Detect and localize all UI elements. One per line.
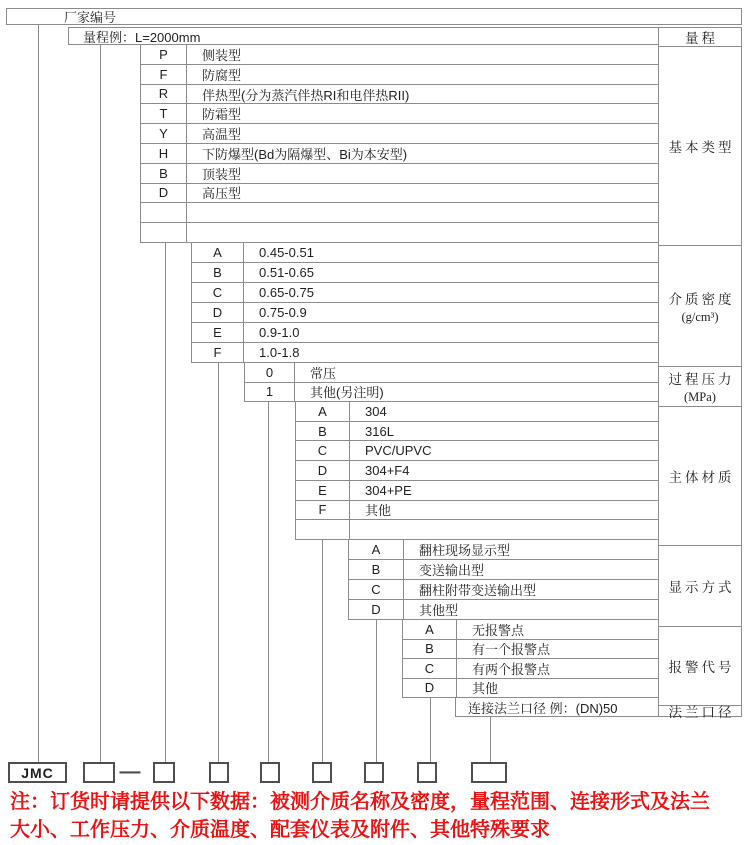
code-box: [417, 762, 437, 783]
option-code-cell: [296, 422, 350, 441]
order-note: [10, 788, 746, 844]
option-desc: [187, 45, 658, 64]
option-code: 0: [265, 364, 274, 380]
option-desc: [295, 363, 658, 382]
option-row: [141, 144, 658, 164]
section-label: 报警代号: [668, 660, 735, 675]
section-label: 主体材质: [668, 470, 735, 485]
option-code-cell: [141, 104, 187, 123]
option-desc-text: 连接法兰口径 例：(DN)50: [468, 700, 618, 716]
option-row: [296, 501, 658, 521]
option-desc: [187, 223, 658, 242]
selection-section-alarm-code: [402, 620, 658, 698]
option-desc: [350, 422, 658, 441]
option-desc: [244, 283, 658, 302]
option-row: [296, 461, 658, 481]
option-code-cell: [349, 580, 404, 599]
section-label-cell: [659, 546, 741, 627]
section-label-cell: [659, 407, 741, 546]
option-code: C: [424, 660, 435, 676]
option-code: E: [213, 325, 222, 340]
option-code: C: [212, 285, 223, 300]
section-label: 显示方式: [668, 580, 735, 595]
connector-line: [376, 620, 377, 762]
option-desc: [244, 303, 658, 322]
option-code: F: [318, 502, 327, 518]
section-unit: (g/cm³): [681, 309, 719, 324]
section-labels-column: [658, 27, 742, 720]
option-row: [141, 85, 658, 105]
option-desc-text: 变送输出型: [419, 563, 485, 578]
option-code-cell: [403, 640, 457, 659]
option-row: [141, 184, 658, 204]
option-desc-text: PVC/UPVC: [365, 443, 432, 459]
option-code: B: [213, 265, 222, 280]
option-desc: [350, 520, 658, 539]
connector-line: [38, 25, 39, 762]
order-note-line1: 注：订货时请提供以下数据：被测介质名称及密度，量程范围、连接形式及法兰: [10, 791, 710, 813]
option-code-cell: [296, 402, 350, 421]
option-code-cell: [192, 303, 244, 322]
section-label: 法兰口径: [668, 705, 735, 720]
option-desc-text: 有一个报警点: [472, 642, 551, 658]
option-desc: [457, 640, 658, 659]
option-row: [403, 640, 658, 660]
option-desc-text: 翻柱附带变送输出型: [419, 583, 537, 598]
selection-section-body-material: [295, 402, 658, 540]
selection-section-flange-size: [455, 698, 658, 717]
option-code-cell: [349, 540, 404, 559]
range-example-text: 量程例：L=2000mm: [83, 29, 201, 45]
section-label-cell: [659, 47, 741, 246]
option-code-cell: [141, 144, 187, 163]
option-row: [192, 323, 658, 343]
option-row: [349, 560, 658, 580]
option-row: [141, 124, 658, 144]
option-code-cell: [296, 481, 350, 500]
option-desc-text: 0.65-0.75: [259, 285, 314, 300]
option-code-cell: [296, 520, 350, 539]
section-label: 过程压力: [668, 372, 735, 387]
option-desc: [187, 104, 658, 123]
option-code: Y: [159, 126, 168, 142]
option-desc-text: 无报警点: [472, 622, 525, 638]
option-code-cell: [192, 343, 244, 362]
option-row: [456, 698, 658, 716]
option-desc: [404, 540, 658, 559]
option-desc-text: 翻柱现场显示型: [419, 543, 511, 558]
option-desc: [404, 580, 658, 599]
section-label: 介质密度: [668, 291, 735, 307]
selection-section-medium-density: [191, 243, 658, 363]
section-label-cell: [659, 627, 741, 706]
section-label-cell: [659, 367, 741, 407]
option-code-cell: [141, 203, 187, 222]
option-desc-text: 1.0-1.8: [259, 345, 300, 360]
option-desc-text: 304+F4: [365, 463, 410, 479]
option-code-cell: [141, 223, 187, 242]
option-code: F: [213, 345, 222, 360]
manufacturer-number-label: 厂家编号: [64, 10, 117, 25]
option-desc: [350, 481, 658, 500]
option-row: [192, 303, 658, 323]
option-row: [245, 363, 658, 383]
option-code: C: [371, 582, 381, 597]
section-unit: (MPa): [684, 390, 716, 404]
option-row: [141, 203, 658, 223]
manufacturer-number-row: [6, 8, 742, 25]
option-row: [245, 383, 658, 402]
option-row: [141, 104, 658, 124]
code-box: [153, 762, 175, 783]
option-code-cell: [192, 263, 244, 282]
option-desc-text: 防霜型: [202, 107, 242, 123]
option-desc-text: 高温型: [202, 127, 242, 143]
option-desc: [187, 184, 658, 203]
option-desc: [350, 501, 658, 520]
option-desc-text: 0.51-0.65: [259, 265, 314, 280]
option-row: [141, 45, 658, 65]
connector-line: [100, 45, 101, 762]
option-row: [403, 620, 658, 640]
code-box: [209, 762, 229, 783]
option-code-cell: [192, 323, 244, 342]
option-desc: [295, 383, 658, 402]
option-desc-text: 有两个报警点: [472, 661, 551, 677]
option-code-cell: [141, 124, 187, 143]
option-code: E: [318, 482, 327, 498]
dash-separator: —: [119, 759, 141, 783]
option-desc: [187, 65, 658, 84]
section-label-cell: [659, 705, 741, 720]
option-desc-text: 304+PE: [365, 482, 412, 498]
option-row: [296, 422, 658, 442]
option-desc-text: 其他型: [419, 603, 459, 618]
option-code: T: [159, 106, 168, 122]
option-code: D: [371, 602, 381, 617]
option-code-cell: [349, 560, 404, 579]
option-code-cell: [141, 184, 187, 203]
option-desc-text: 下防爆型(Bd为隔爆型、Bi为本安型): [202, 146, 408, 162]
option-code: A: [318, 403, 327, 419]
option-code-cell: [245, 363, 295, 382]
option-desc: [187, 124, 658, 143]
option-row: [403, 659, 658, 679]
option-row: [296, 441, 658, 461]
connector-line: [165, 243, 166, 762]
option-desc: [244, 263, 658, 282]
option-desc: [244, 323, 658, 342]
option-code-cell: [192, 243, 244, 262]
option-desc-text: 侧装型: [202, 47, 242, 63]
option-code-cell: [141, 85, 187, 104]
option-desc-text: 0.75-0.9: [259, 305, 307, 320]
option-row: [192, 283, 658, 303]
connector-line: [268, 402, 269, 762]
code-box: [260, 762, 280, 783]
connector-line: [322, 540, 323, 762]
option-row: [192, 343, 658, 362]
option-desc-text: 0.45-0.51: [259, 245, 314, 260]
model-code: JMC: [21, 764, 54, 781]
option-desc: [350, 461, 658, 480]
option-row: [296, 520, 658, 539]
connector-line: [490, 717, 491, 762]
option-row: [141, 223, 658, 242]
option-code-cell: [141, 45, 187, 64]
option-code: D: [212, 305, 223, 320]
option-code-cell: [403, 659, 457, 678]
option-code-cell: [296, 441, 350, 460]
option-code: H: [158, 145, 169, 161]
option-code-cell: [296, 461, 350, 480]
option-desc: [456, 698, 658, 716]
option-code: B: [318, 423, 327, 439]
option-code: 1: [265, 384, 274, 400]
section-label-cell: [659, 246, 741, 367]
option-row: [349, 600, 658, 619]
option-code: C: [317, 443, 328, 459]
option-row: [349, 540, 658, 560]
option-code: A: [213, 245, 222, 260]
option-desc: [350, 402, 658, 421]
option-desc-text: 顶装型: [202, 166, 242, 182]
option-desc-text: 其他: [472, 681, 499, 697]
option-desc-text: 伴热型(分为蒸汽伴热RI和电伴热RII): [202, 87, 410, 103]
option-desc: [244, 343, 658, 362]
option-row: [141, 65, 658, 85]
connector-line: [218, 363, 219, 762]
option-code: A: [425, 621, 434, 637]
section-label: 量程: [685, 31, 718, 46]
option-row: [296, 481, 658, 501]
option-code-cell: [141, 164, 187, 183]
section-label-cell: [659, 28, 741, 47]
code-box: [364, 762, 384, 783]
option-code: P: [159, 46, 168, 62]
option-desc: [244, 243, 658, 262]
option-code: B: [425, 641, 434, 657]
option-code: F: [159, 66, 168, 82]
order-note-line2: 大小、工作压力、介质温度、配套仪表及附件、其他特殊要求: [10, 819, 550, 841]
option-row: [192, 263, 658, 283]
option-row: [296, 402, 658, 422]
selection-section-display-mode: [348, 540, 658, 620]
option-desc: [457, 659, 658, 678]
option-code: D: [317, 463, 328, 479]
option-desc: [457, 620, 658, 639]
option-desc-text: 其他: [365, 503, 392, 519]
option-desc-text: 防腐型: [202, 67, 242, 83]
option-code-cell: [192, 283, 244, 302]
option-code: R: [158, 86, 169, 102]
option-code-cell: [349, 600, 404, 619]
option-desc: [187, 164, 658, 183]
code-box: [471, 762, 507, 783]
option-row: [349, 580, 658, 600]
option-code: D: [424, 680, 435, 696]
option-desc-text: 0.9-1.0: [259, 325, 300, 340]
selection-section-process-pressure: [244, 363, 658, 402]
option-desc-text: 316L: [365, 423, 394, 439]
option-code-cell: [403, 620, 457, 639]
option-desc: [350, 441, 658, 460]
option-desc: [187, 85, 658, 104]
option-desc: [404, 560, 658, 579]
option-desc-text: 常压: [310, 365, 337, 381]
option-code: B: [371, 562, 381, 577]
option-desc: [404, 600, 658, 619]
option-code-cell: [141, 65, 187, 84]
option-code: A: [371, 542, 381, 557]
range-example-row: [68, 27, 658, 45]
code-box: [312, 762, 332, 783]
option-row: [403, 679, 658, 698]
option-row: [141, 164, 658, 184]
option-code-cell: [403, 679, 457, 698]
code-box: [83, 762, 115, 783]
model-box: [8, 762, 67, 783]
option-row: [192, 243, 658, 263]
connector-line: [430, 698, 431, 762]
option-desc-text: 304: [365, 403, 387, 419]
option-code: D: [158, 185, 169, 201]
option-desc: [457, 679, 658, 698]
option-desc: [187, 144, 658, 163]
option-desc-text: 高压型: [202, 186, 242, 202]
selection-section-basic-type: [140, 45, 658, 243]
option-code-cell: [245, 383, 295, 402]
option-code-cell: [296, 501, 350, 520]
section-label: 基本类型: [668, 140, 735, 155]
option-code: B: [159, 165, 168, 181]
option-desc-text: 其他(另注明): [310, 385, 384, 401]
option-desc: [187, 203, 658, 222]
